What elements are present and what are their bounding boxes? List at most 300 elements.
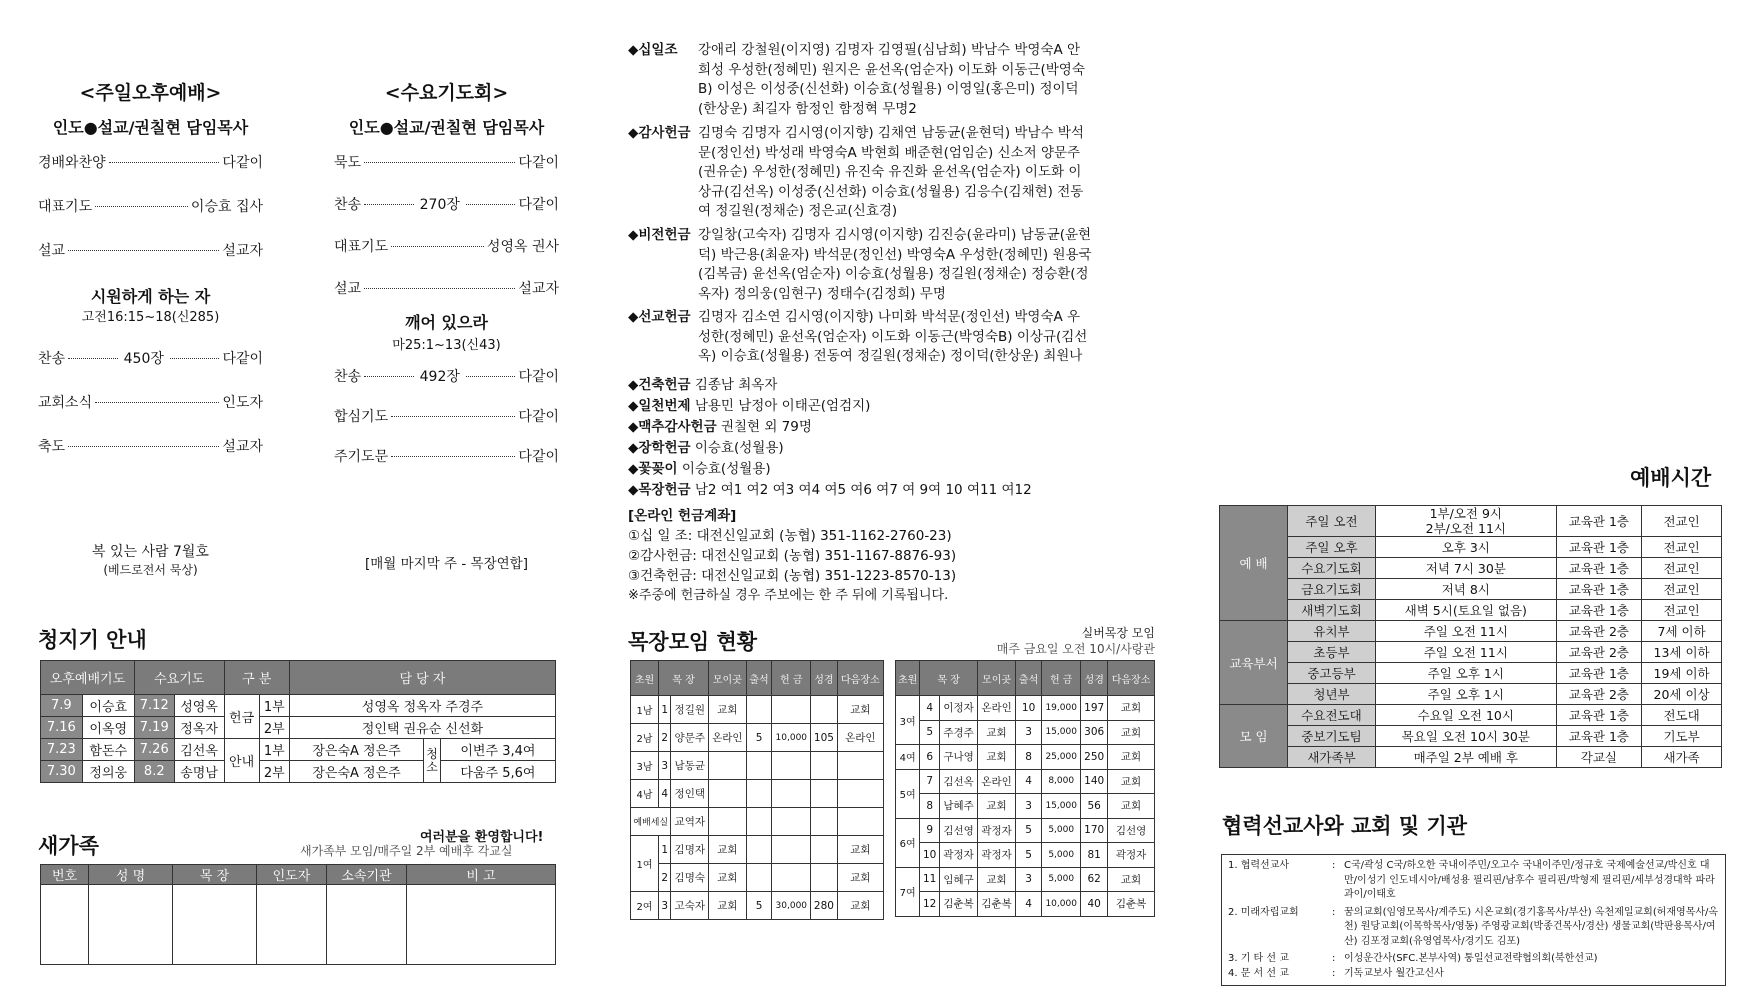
- table-cell: 5: [920, 720, 940, 745]
- table-cell: [837, 780, 883, 808]
- table-row: [1220, 621, 1722, 642]
- table-cell: 교육관 1층: [1556, 663, 1642, 684]
- table-cell: 교육관 2층: [1556, 642, 1642, 663]
- table-cell: 교회: [1108, 794, 1155, 819]
- table-cell: 교회: [978, 867, 1016, 892]
- table-cell: 6: [920, 745, 940, 770]
- table-cell: 7: [920, 769, 940, 794]
- table-cell: 8: [1016, 745, 1042, 770]
- table-cell: 각교실: [1556, 747, 1642, 768]
- table-cell: 280: [811, 892, 838, 920]
- order-item: [334, 152, 559, 172]
- table-cell: [709, 780, 747, 808]
- table-cell: 초등부: [1288, 642, 1376, 663]
- table-cell: 장은숙A 정은주: [289, 761, 423, 783]
- table-cell: [772, 752, 811, 780]
- sermon-reference: 마25:1~13(신43): [392, 338, 501, 353]
- order-label: 축도: [38, 439, 66, 455]
- table-cell: 10: [920, 843, 940, 868]
- order-item: [38, 348, 263, 368]
- table-cell: 10: [1016, 696, 1042, 721]
- table-row: [896, 867, 1155, 892]
- mission-row: 3. 기 타 선 교 : 이성운간사(SFC.본부사역) 통일선교전략협의회(북한선교): [1228, 952, 1719, 967]
- mission-label: 2. 미래자립교회: [1228, 906, 1299, 918]
- mission-label: 1. 협력선교사: [1228, 860, 1290, 871]
- table-cell: 오후 3시: [1376, 537, 1557, 558]
- table-cell: 안내: [224, 739, 259, 783]
- mission-row: 2. 미래자립교회 : 꿈의교회(임영모목사/계주도) 시온교회(경기홍목사/부산) 옥천제일교회(허재영목사/옥천) 원당교회(이목학목사/영동) 주영광교회(박종건목사/경산) 생물교회(박판용목사/여산) 김포정교회(유영엽목사/경기도 김포): [1228, 906, 1719, 950]
- mission-heading: 협력선교사와 교회 및 기관: [1222, 814, 1468, 838]
- table-cell: 이정자: [940, 696, 978, 721]
- column-header: 오후예배기도: [41, 661, 135, 695]
- group-cell: 1여: [631, 836, 659, 892]
- table-cell: 15,000: [1042, 720, 1081, 745]
- table-row: [1220, 506, 1722, 537]
- table-cell: 7.23: [41, 739, 83, 761]
- table-cell: 김선영: [940, 818, 978, 843]
- table-cell: 곽정자: [940, 843, 978, 868]
- table-cell: 정옥자: [174, 717, 224, 739]
- offering-group: [628, 308, 1093, 367]
- offering-line: [628, 436, 784, 456]
- table-cell: 함돈수: [82, 739, 134, 761]
- table-cell: [746, 752, 772, 780]
- table-cell: 교회: [1108, 745, 1155, 770]
- table-row: [631, 780, 884, 808]
- order-item: [38, 436, 263, 456]
- table-cell: 20세 이상: [1642, 684, 1722, 705]
- order-value: 다같이: [518, 369, 560, 385]
- table-cell: 교육관 2층: [1556, 684, 1642, 705]
- table-cell: 구나영: [940, 745, 978, 770]
- offering-names: 강애리 강철원(이지영) 김명자 김영필(심남희) 박남수 박영숙A 안희성 우성한(정혜민) 원지은 윤선옥(엄순자) 이도화 이동근(박영숙B) 이성은 이성중(신선화) 이승효(성월용) 이영일(홍은미) 정이덕(한상운) 최길자 함정인 함정혁 무명2: [698, 42, 1085, 117]
- table-cell: 교회: [1108, 720, 1155, 745]
- table-cell: 5,000: [1042, 867, 1081, 892]
- order-label: 찬송: [38, 351, 66, 367]
- online-account: ①십 일 조: 대전신일교회 (농협) 351-1162-2760-23): [628, 528, 952, 544]
- table-cell: 13세 이하: [1642, 642, 1722, 663]
- table-cell: 유치부: [1288, 621, 1376, 642]
- table-cell: [746, 836, 772, 864]
- table-cell: 4: [659, 780, 671, 808]
- table-cell: 140: [1081, 769, 1108, 794]
- times-heading: 예배시간: [1630, 466, 1712, 490]
- table-cell: 교육관 1층: [1556, 537, 1642, 558]
- table-cell: 2: [659, 864, 671, 892]
- table-cell: 중고등부: [1288, 663, 1376, 684]
- table-cell: 4: [1016, 892, 1042, 917]
- offering-category: ◆꽃꽂이: [628, 461, 678, 477]
- order-value: 설교자: [518, 281, 559, 297]
- table-row: [896, 892, 1155, 917]
- online-account: ②감사헌금: 대전신일교회 (농협) 351-1167-8876-93): [628, 548, 957, 564]
- mission-value: 꿈의교회(임영모목사/계주도) 시온교회(경기홍목사/부산) 옥천제일교회(허재영목사/옥천) 원당교회(이목학목사/영동) 주영광교회(박종건목사/경산) 생물교회(박판용목사/여산) 김포정교회(유영엽목사/경기도 김포): [1344, 906, 1719, 947]
- column-header: 소속기관: [327, 865, 407, 885]
- table-cell: 교육관 1층: [1556, 705, 1642, 726]
- table-cell: 전교인: [1642, 600, 1722, 621]
- table-cell: 김선옥: [940, 769, 978, 794]
- group-cell: 2여: [631, 892, 659, 920]
- table-cell: 1부: [259, 739, 289, 761]
- hymn-number: 450장: [123, 351, 164, 367]
- table-cell: 8: [920, 794, 940, 819]
- table-cell: 19세 이하: [1642, 663, 1722, 684]
- mission-label: 3. 기 타 선 교: [1228, 953, 1289, 964]
- table-cell: 양문주: [671, 724, 709, 752]
- table-cell: 4: [920, 696, 940, 721]
- table-cell: 교회: [837, 696, 883, 724]
- table-cell: 주일 오전: [1288, 506, 1376, 537]
- table-cell: 남혜주: [940, 794, 978, 819]
- table-cell: 김명자: [671, 836, 709, 864]
- table-cell: [772, 808, 811, 836]
- table-cell: 교역자: [671, 808, 709, 836]
- column-header: 헌 금: [1042, 661, 1081, 696]
- offering-category: ◆장학헌금: [628, 440, 691, 456]
- wednesday-title: <수요기도회>: [384, 82, 509, 104]
- table-cell: 2부: [259, 717, 289, 739]
- offering-category: ◆건축헌금: [628, 377, 691, 393]
- group-label: 모 임: [1220, 705, 1288, 768]
- column-header: 성 명: [89, 865, 173, 885]
- wednesday-note: [매월 마지막 주 - 목장연합]: [365, 556, 528, 572]
- group-cell: 3여: [896, 696, 920, 745]
- cleaning-table: [40, 660, 556, 783]
- table-cell: 170: [1081, 818, 1108, 843]
- column-header: 헌 금: [772, 661, 811, 696]
- table-cell: 교육관 1층: [1556, 726, 1642, 747]
- group-cell: 7여: [896, 867, 920, 916]
- column-header: 비 고: [407, 865, 556, 885]
- offering-category: ◆비전헌금: [628, 227, 691, 243]
- table-cell: 임혜구: [940, 867, 978, 892]
- table-row: [896, 696, 1155, 721]
- table-cell: 김춘복: [940, 892, 978, 917]
- newfamily-heading: 새가족: [38, 834, 99, 858]
- group-label: 교육부서: [1220, 621, 1288, 705]
- table-cell: 곽정자: [978, 818, 1016, 843]
- order-value: 다같이: [222, 351, 264, 367]
- mission-row: 4. 문 서 선 교 : 기독교보사 월간고신사: [1228, 967, 1719, 982]
- table-cell: 교육관 1층: [1556, 579, 1642, 600]
- table-cell: [811, 808, 838, 836]
- order-label: 찬송: [334, 369, 362, 385]
- table-cell: 수요기도회: [1288, 558, 1376, 579]
- table-cell: 새가족부: [1288, 747, 1376, 768]
- table-cell: 송명남: [174, 761, 224, 783]
- table-cell: 30,000: [772, 892, 811, 920]
- offering-names: 권칠현 외 79명: [720, 419, 812, 435]
- wednesday-leader: 인도●설교/권칠현 담임목사: [348, 118, 545, 137]
- table-cell: 7.16: [41, 717, 83, 739]
- table-cell: 성영옥: [174, 695, 224, 717]
- table-row: [41, 885, 556, 965]
- table-cell: [440, 761, 555, 783]
- table-cell: 8.2: [134, 761, 174, 783]
- order-value: 다같이: [518, 449, 559, 465]
- hymn-number: 492장: [419, 369, 460, 385]
- offering-names: 이승효(성월용): [681, 461, 771, 477]
- cleaning-name: 다움주: [460, 766, 499, 781]
- table-cell: 62: [1081, 867, 1108, 892]
- group-cell: 6여: [896, 818, 920, 867]
- table-cell: 기도부: [1642, 726, 1722, 747]
- mission-box: [1221, 854, 1726, 986]
- table-cell: 매주일 2부 예배 후: [1376, 747, 1557, 768]
- offering-category: ◆맥추감사헌금: [628, 419, 717, 435]
- table-row: [1220, 537, 1722, 558]
- table-row: [896, 769, 1155, 794]
- order-label: 설교: [334, 281, 362, 297]
- column-header: 수요기도: [134, 661, 224, 695]
- column-header: 모이곳: [978, 661, 1016, 696]
- table-cell: 교회: [709, 696, 747, 724]
- sermon-title: 시원하게 하는 자: [90, 287, 211, 306]
- order-item: [334, 406, 559, 426]
- table-cell: 저녁 8시: [1376, 579, 1557, 600]
- offering-names: 김명자 김소연 김시영(이지향) 나미화 박석문(정인선) 박영숙A 우성한(정혜민) 윤선옥(엄순자) 이도화 이동근(박영숙B) 이상규(김선옥) 이승효(성월용) 전동여 정길원(정채순) 정이덕(한상운) 최원나: [698, 309, 1088, 364]
- table-cell: 김춘복: [978, 892, 1016, 917]
- table-cell: 교회: [978, 745, 1016, 770]
- table-cell: 교육관 1층: [1556, 558, 1642, 579]
- offering-names: 강일창(고숙자) 김명자 김시영(이지향) 김진승(윤라미) 남동균(윤현덕) 박근용(최윤자) 박석문(정인선) 박영숙A 우성한(정혜민) 원용국(김복금) 윤선옥(엄순자) 이승효(성월용) 정길원(정채순) 정승환(정옥자) 정의웅(임현구) 정태수(김정희) 무명: [698, 227, 1092, 302]
- table-cell: 56: [1081, 794, 1108, 819]
- order-value: 다같이: [518, 197, 560, 213]
- table-cell: 15,000: [1042, 794, 1081, 819]
- order-item: [38, 240, 263, 260]
- table-row: [631, 864, 884, 892]
- table-cell: 정인택 권유순 신선화: [289, 717, 555, 739]
- table-cell: 1: [659, 696, 671, 724]
- table-cell: 김명숙: [671, 864, 709, 892]
- service-times-table: [1219, 505, 1722, 768]
- table-cell: 19,000: [1042, 696, 1081, 721]
- mission-row: 1. 협력선교사 : C국/곽성 C국/하오한 국내이주민/오고수 국내이주민/정규호 국제예술선교/박신호 대만/이성기 인도네시아/배성용 필리핀/남후수 필리핀/박형제 필리핀/세부성경대학 파라과이/이태호: [1228, 859, 1719, 903]
- table-cell: 7.19: [134, 717, 174, 739]
- table-cell: 5,000: [1042, 818, 1081, 843]
- table-row: [1220, 600, 1722, 621]
- table-cell: 성영옥 정옥자 주경주: [289, 695, 555, 717]
- table-cell: [772, 780, 811, 808]
- table-cell: 장은숙A 정은주: [289, 739, 423, 761]
- table-cell: [811, 752, 838, 780]
- table-cell: 10,000: [772, 724, 811, 752]
- order-label: 교회소식: [38, 395, 93, 411]
- table-cell: 교회: [1108, 867, 1155, 892]
- order-value: 이승효 집사: [190, 199, 263, 215]
- hymn-number: 270장: [419, 197, 460, 213]
- table-cell: 전도대: [1642, 705, 1722, 726]
- order-label: 합심기도: [334, 409, 389, 425]
- mokjang-table-left: [630, 660, 884, 920]
- order-label: 묵도: [334, 155, 362, 171]
- table-row: [1220, 684, 1722, 705]
- table-cell: 5: [746, 724, 772, 752]
- table-cell: 1: [659, 836, 671, 864]
- table-row: [41, 761, 556, 783]
- mission-value: C국/곽성 C국/하오한 국내이주민/오고수 국내이주민/정규호 국제예술선교/박신호 대만/이성기 인도네시아/배성용 필리핀/남후수 필리핀/박형제 필리핀/세부성경대학 파라과이/이태호: [1344, 860, 1715, 900]
- order-label: 찬송: [334, 197, 362, 213]
- table-cell: 새가족: [1642, 747, 1722, 768]
- table-cell: 온라인: [709, 724, 747, 752]
- table-cell: 수요전도대: [1288, 705, 1376, 726]
- table-cell: [440, 739, 555, 761]
- table-row: [896, 720, 1155, 745]
- order-item: [334, 278, 559, 298]
- devotional-title: 복 있는 사람 7월호: [92, 544, 209, 560]
- sermon-title: 깨어 있으라: [405, 313, 488, 332]
- table-cell: [709, 808, 747, 836]
- mission-label: 4. 문 서 선 교: [1228, 967, 1289, 979]
- table-cell: 81: [1081, 843, 1108, 868]
- table-cell: 새벽 5시(토요일 없음): [1376, 600, 1557, 621]
- group-cell: 예배세실: [631, 808, 671, 836]
- table-cell: 5: [1016, 818, 1042, 843]
- table-cell: 정의웅: [82, 761, 134, 783]
- order-item: [334, 194, 559, 214]
- table-cell: 중보기도팀: [1288, 726, 1376, 747]
- table-cell: 온라인: [978, 696, 1016, 721]
- order-label: 설교: [38, 243, 66, 259]
- mokjang-table-right: [895, 660, 1155, 917]
- table-cell: 김춘복: [1108, 892, 1155, 917]
- table-cell: 주경주: [940, 720, 978, 745]
- afternoon-leader: 인도●설교/권칠현 담임목사: [52, 118, 249, 137]
- table-row: [1220, 663, 1722, 684]
- offering-category: ◆십일조: [628, 42, 678, 58]
- group-label: 예 배: [1220, 506, 1288, 621]
- table-cell: 이옥영: [82, 717, 134, 739]
- table-cell: 5,000: [1042, 843, 1081, 868]
- offering-names: 김명숙 김명자 김시영(이지향) 김채연 남동균(윤현덕) 박남수 박석문(정인선) 박성래 박영숙A 박현희 배준현(엄임순) 신소저 양문주(권유순) 우성한(정혜민) 유진숙 유진화 윤선옥(엄순자) 이도화 이상규(김선옥) 이성중(신선화) 이승효(성월용) 김응수(김채현) 전동여 정길원(정채순) 정은교(신효경): [698, 125, 1084, 219]
- column-header: 모이곳: [709, 661, 747, 696]
- column-header: 목 장: [659, 661, 709, 696]
- table-cell: 9: [920, 818, 940, 843]
- online-title: [온라인 헌금계좌]: [628, 508, 737, 524]
- table-cell: 197: [1081, 696, 1108, 721]
- cleaning-group: 5,6여: [502, 766, 536, 781]
- table-cell: 교회: [978, 794, 1016, 819]
- order-value: 인도자: [222, 395, 263, 411]
- table-row: [631, 724, 884, 752]
- column-header: 다음장소: [1108, 661, 1155, 696]
- table-cell: 교회: [1108, 696, 1155, 721]
- order-value: 다같이: [222, 155, 263, 171]
- table-cell: 2: [659, 724, 671, 752]
- table-row: [41, 695, 556, 717]
- table-cell: 곽정자: [978, 843, 1016, 868]
- cleaning-group: 3,4여: [502, 744, 536, 759]
- order-value: 다같이: [518, 155, 559, 171]
- group-cell: 4남: [631, 780, 659, 808]
- table-row: [1220, 705, 1722, 726]
- table-cell: 주일 오전 11시: [1376, 642, 1557, 663]
- table-cell: 교회: [709, 892, 747, 920]
- offering-category: ◆목장헌금: [628, 482, 691, 498]
- offering-line: [628, 373, 777, 393]
- table-cell: 5: [746, 892, 772, 920]
- table-row: [1220, 558, 1722, 579]
- order-item: [334, 446, 559, 466]
- table-cell: [837, 752, 883, 780]
- order-label: 주기도문: [334, 449, 389, 465]
- mission-value: 기독교보사 월간고신사: [1344, 967, 1444, 979]
- order-label: 대표기도: [38, 199, 93, 215]
- offering-line: [628, 415, 812, 435]
- order-value: 다같이: [518, 409, 559, 425]
- newfamily-table: [40, 864, 556, 965]
- table-cell: 교회: [709, 864, 747, 892]
- online-note: ※주중에 헌금하실 경우 주보에는 한 주 뒤에 기록됩니다.: [628, 588, 949, 603]
- column-header: 담 당 자: [289, 661, 555, 695]
- table-cell: 7.26: [134, 739, 174, 761]
- table-cell: 헌금: [224, 695, 259, 739]
- sermon-reference: 고전16:15~18(신285): [81, 310, 220, 325]
- table-cell: 전교인: [1642, 579, 1722, 600]
- table-cell: 금요기도회: [1288, 579, 1376, 600]
- column-header: 번호: [41, 865, 89, 885]
- table-cell: 주일 오후: [1288, 537, 1376, 558]
- order-label: 경배와찬양: [38, 155, 106, 171]
- group-cell: 4여: [896, 745, 920, 770]
- table-cell: [746, 780, 772, 808]
- table-cell: [746, 864, 772, 892]
- table-cell: 3: [1016, 794, 1042, 819]
- table-cell: 4: [1016, 769, 1042, 794]
- column-header: 구 분: [224, 661, 289, 695]
- mokjang-heading: 목장모임 현황: [628, 630, 758, 654]
- table-cell: 3: [659, 892, 671, 920]
- table-cell: [746, 808, 772, 836]
- offering-group: [628, 124, 1093, 222]
- table-row: [896, 745, 1155, 770]
- table-cell: [772, 864, 811, 892]
- silver-schedule: 매주 금요일 오전 10시/사랑관: [996, 642, 1155, 656]
- column-header: 성경: [1081, 661, 1108, 696]
- offering-group: [628, 226, 1093, 304]
- table-row: [1220, 726, 1722, 747]
- offering-category: ◆일천번제: [628, 398, 691, 414]
- newfamily-note: 새가족부 모임/매주일 2부 예배후 각교실: [300, 844, 513, 858]
- order-item: [334, 366, 559, 386]
- table-cell: 새벽기도회: [1288, 600, 1376, 621]
- table-cell: 5: [1016, 843, 1042, 868]
- column-header: 다음장소: [837, 661, 883, 696]
- table-cell: 남동균: [671, 752, 709, 780]
- column-header: 인도자: [257, 865, 327, 885]
- offering-group: [628, 41, 1093, 119]
- offering-line: [628, 478, 1032, 498]
- column-header: 목 장: [173, 865, 257, 885]
- table-cell: 12: [920, 892, 940, 917]
- table-cell: 정길원: [671, 696, 709, 724]
- table-cell: 교회: [978, 720, 1016, 745]
- table-cell: 교육관 1층: [1556, 506, 1642, 537]
- order-item: [38, 196, 263, 216]
- order-item: [38, 152, 263, 172]
- table-cell: [709, 752, 747, 780]
- table-cell: 온라인: [837, 724, 883, 752]
- offering-category: ◆선교헌금: [628, 309, 691, 325]
- table-cell: [811, 836, 838, 864]
- table-cell: [811, 696, 838, 724]
- column-header: 목 장: [920, 661, 978, 696]
- table-row: [1220, 747, 1722, 768]
- silver-title: 실버목장 모임: [1081, 626, 1155, 640]
- afternoon-title: <주일오후예배>: [79, 82, 222, 104]
- table-cell: 전교인: [1642, 537, 1722, 558]
- offering-names: 이승효(성월용): [694, 440, 784, 456]
